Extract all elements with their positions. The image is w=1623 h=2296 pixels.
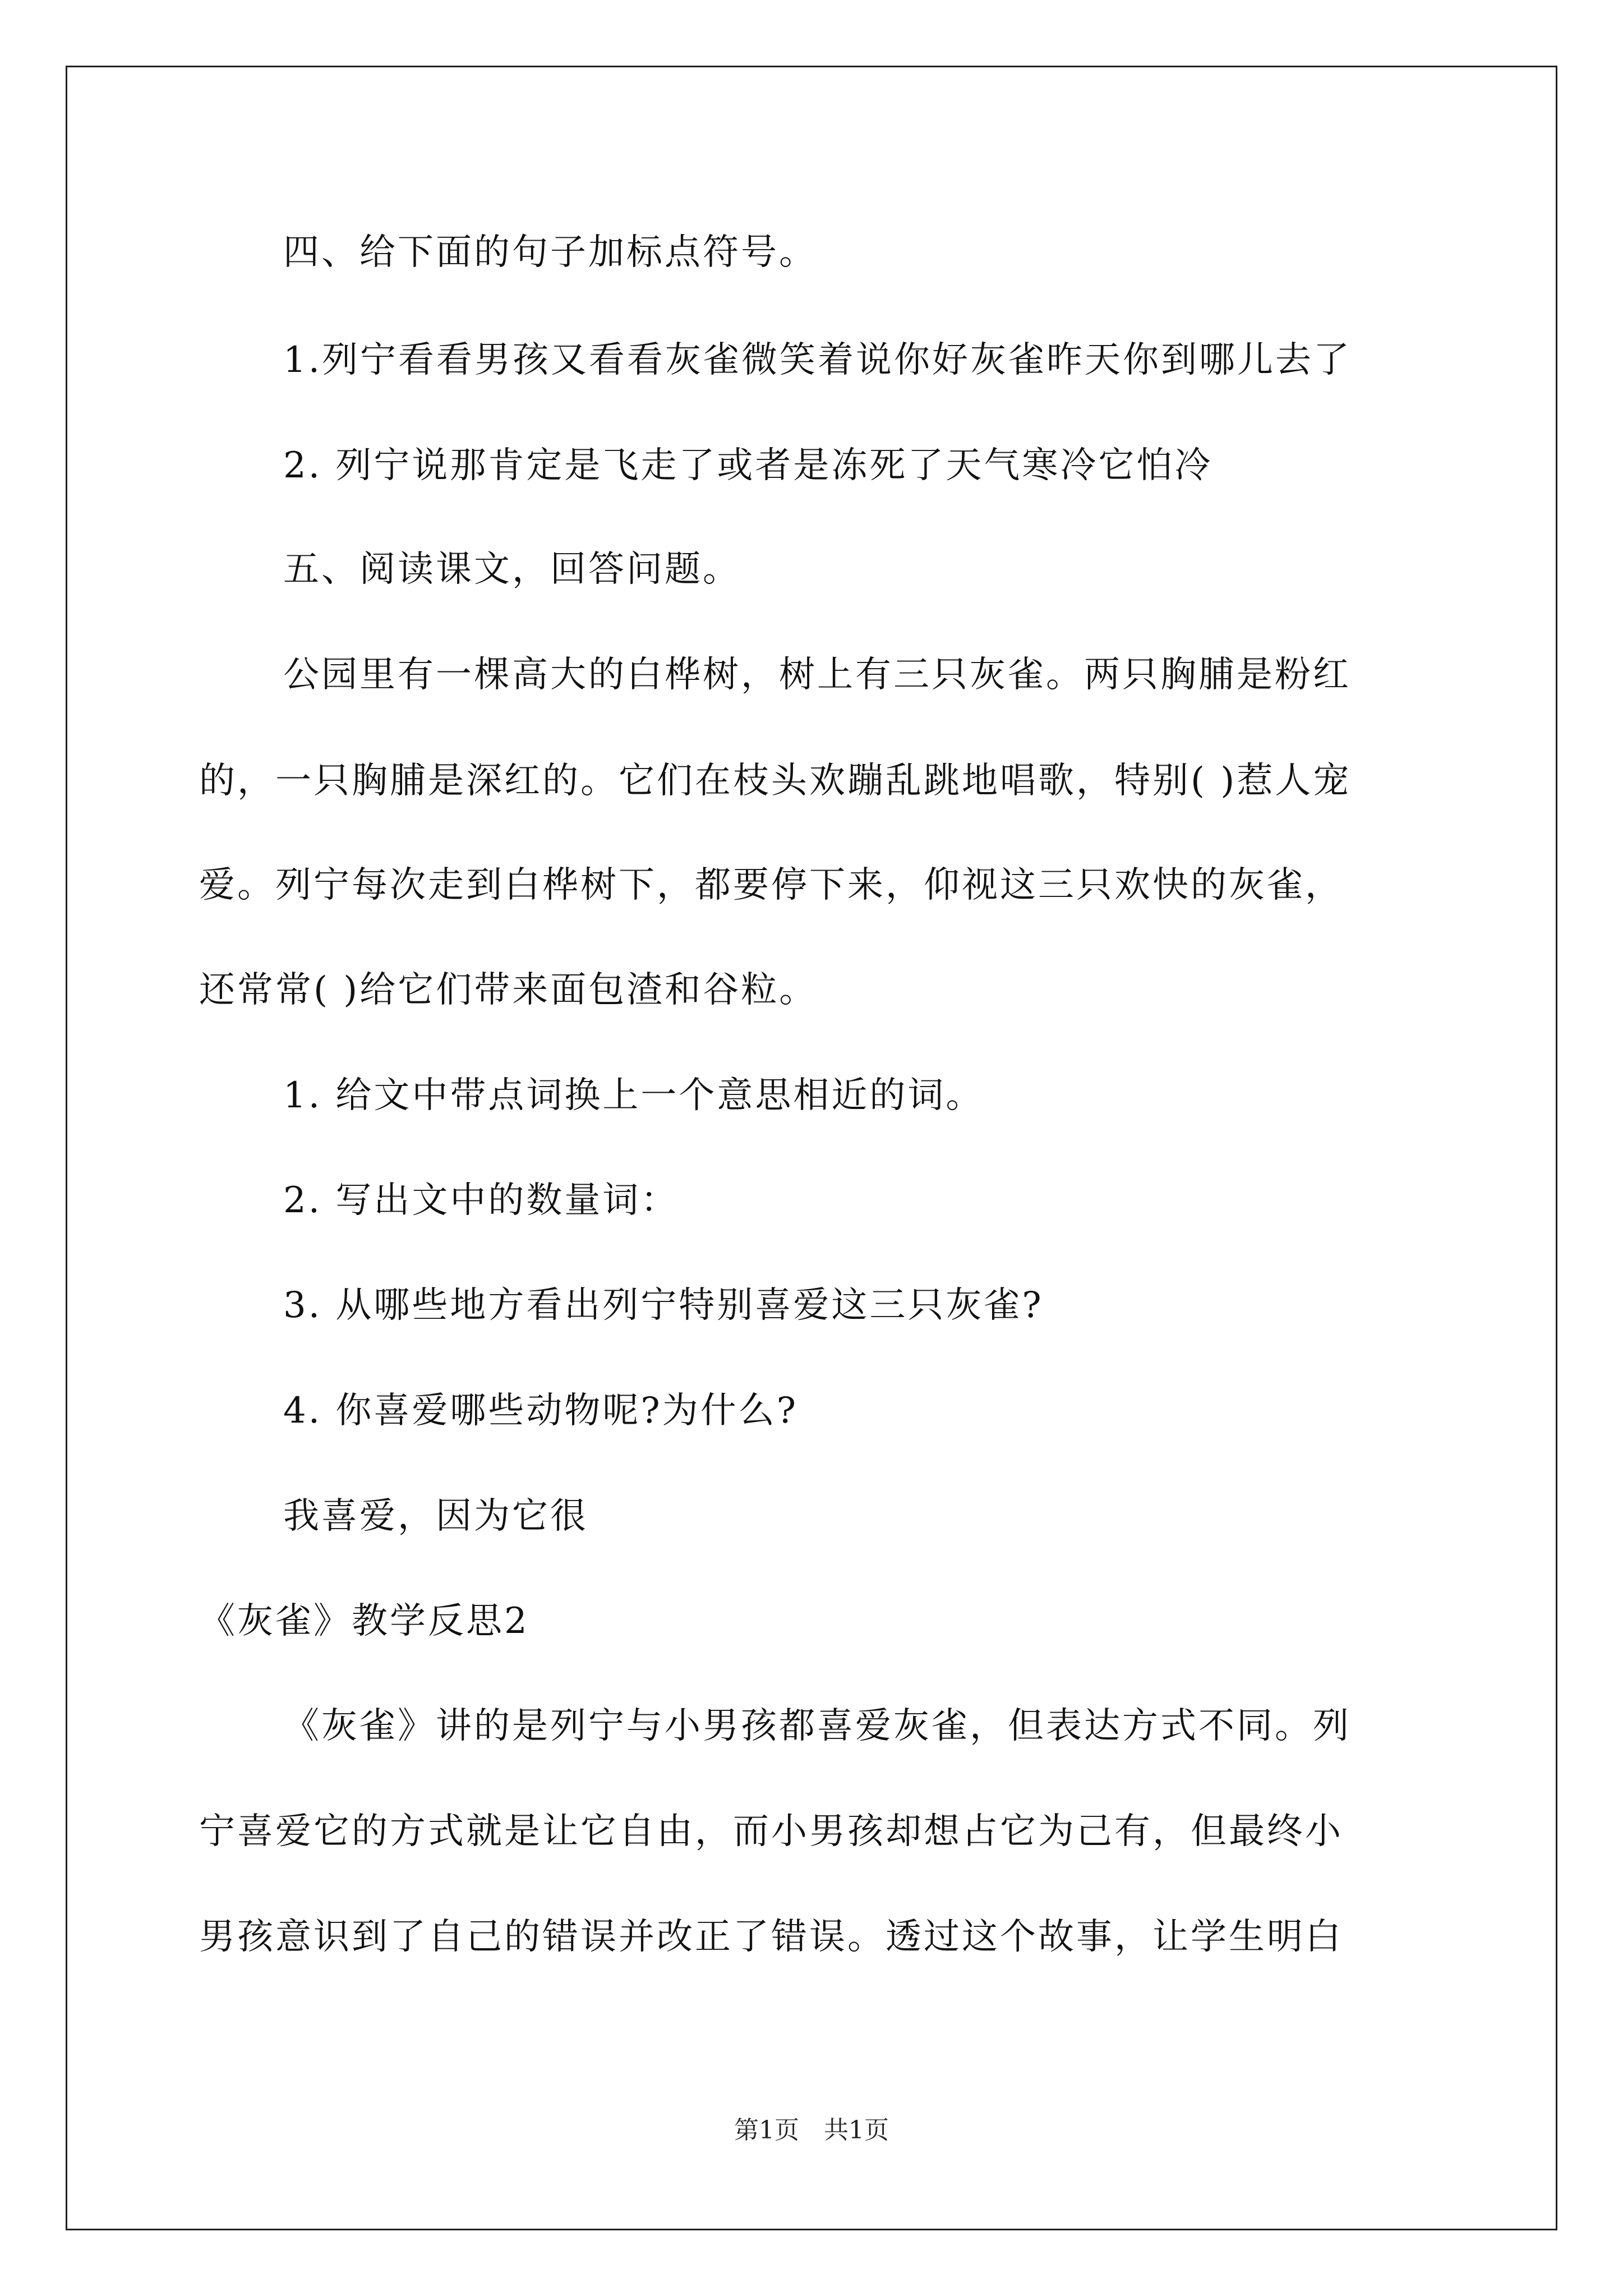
question-4: 4. 你喜爱哪些动物呢?为什么?	[283, 1390, 799, 1432]
passage-line: 公园里有一棵高大的白桦树，树上有三只灰雀。两只胸脯是粉红	[283, 654, 1351, 696]
page-number-footer: 第1页 共1页	[734, 2116, 889, 2145]
question-3: 3. 从哪些地方看出列宁特别喜爱这三只灰雀?	[283, 1285, 1044, 1326]
exercise-sentence-2: 2. 列宁说那肯定是飞走了或者是冻死了天气寒冷它怕冷	[283, 445, 1213, 486]
exercise-sentence-1: 1.列宁看看男孩又看看灰雀微笑着说你好灰雀昨天你到哪儿去了	[283, 339, 1352, 381]
reflection-line: 《灰雀》讲的是列宁与小男孩都喜爱灰雀，但表达方式不同。列	[283, 1705, 1351, 1747]
section-heading-4: 四、给下面的句子加标点符号。	[283, 232, 817, 273]
page-border	[66, 66, 1557, 2230]
answer-prompt: 我喜爱，因为它很	[283, 1496, 588, 1537]
section-title: 《灰雀》教学反思2	[199, 1600, 529, 1642]
reflection-line: 宁喜爱它的方式就是让它自由，而小男孩却想占它为己有，但最终小	[199, 1811, 1343, 1852]
passage-line: 还常常( )给它们带来面包渣和谷粒。	[199, 969, 818, 1011]
question-2: 2. 写出文中的数量词：	[283, 1180, 679, 1221]
reflection-line: 男孩意识到了自己的错误并改正了错误。透过这个故事，让学生明白	[199, 1916, 1343, 1958]
section-heading-5: 五、阅读课文，回答问题。	[283, 549, 741, 590]
passage-line: 爱。列宁每次走到白桦树下，都要停下来，仰视这三只欢快的灰雀，	[199, 864, 1343, 906]
passage-line: 的，一只胸脯是深红的。它们在枝头欢蹦乱跳地唱歌，特别( )惹人宠	[199, 760, 1352, 802]
question-1: 1. 给文中带点词换上一个意思相近的词。	[283, 1075, 984, 1116]
